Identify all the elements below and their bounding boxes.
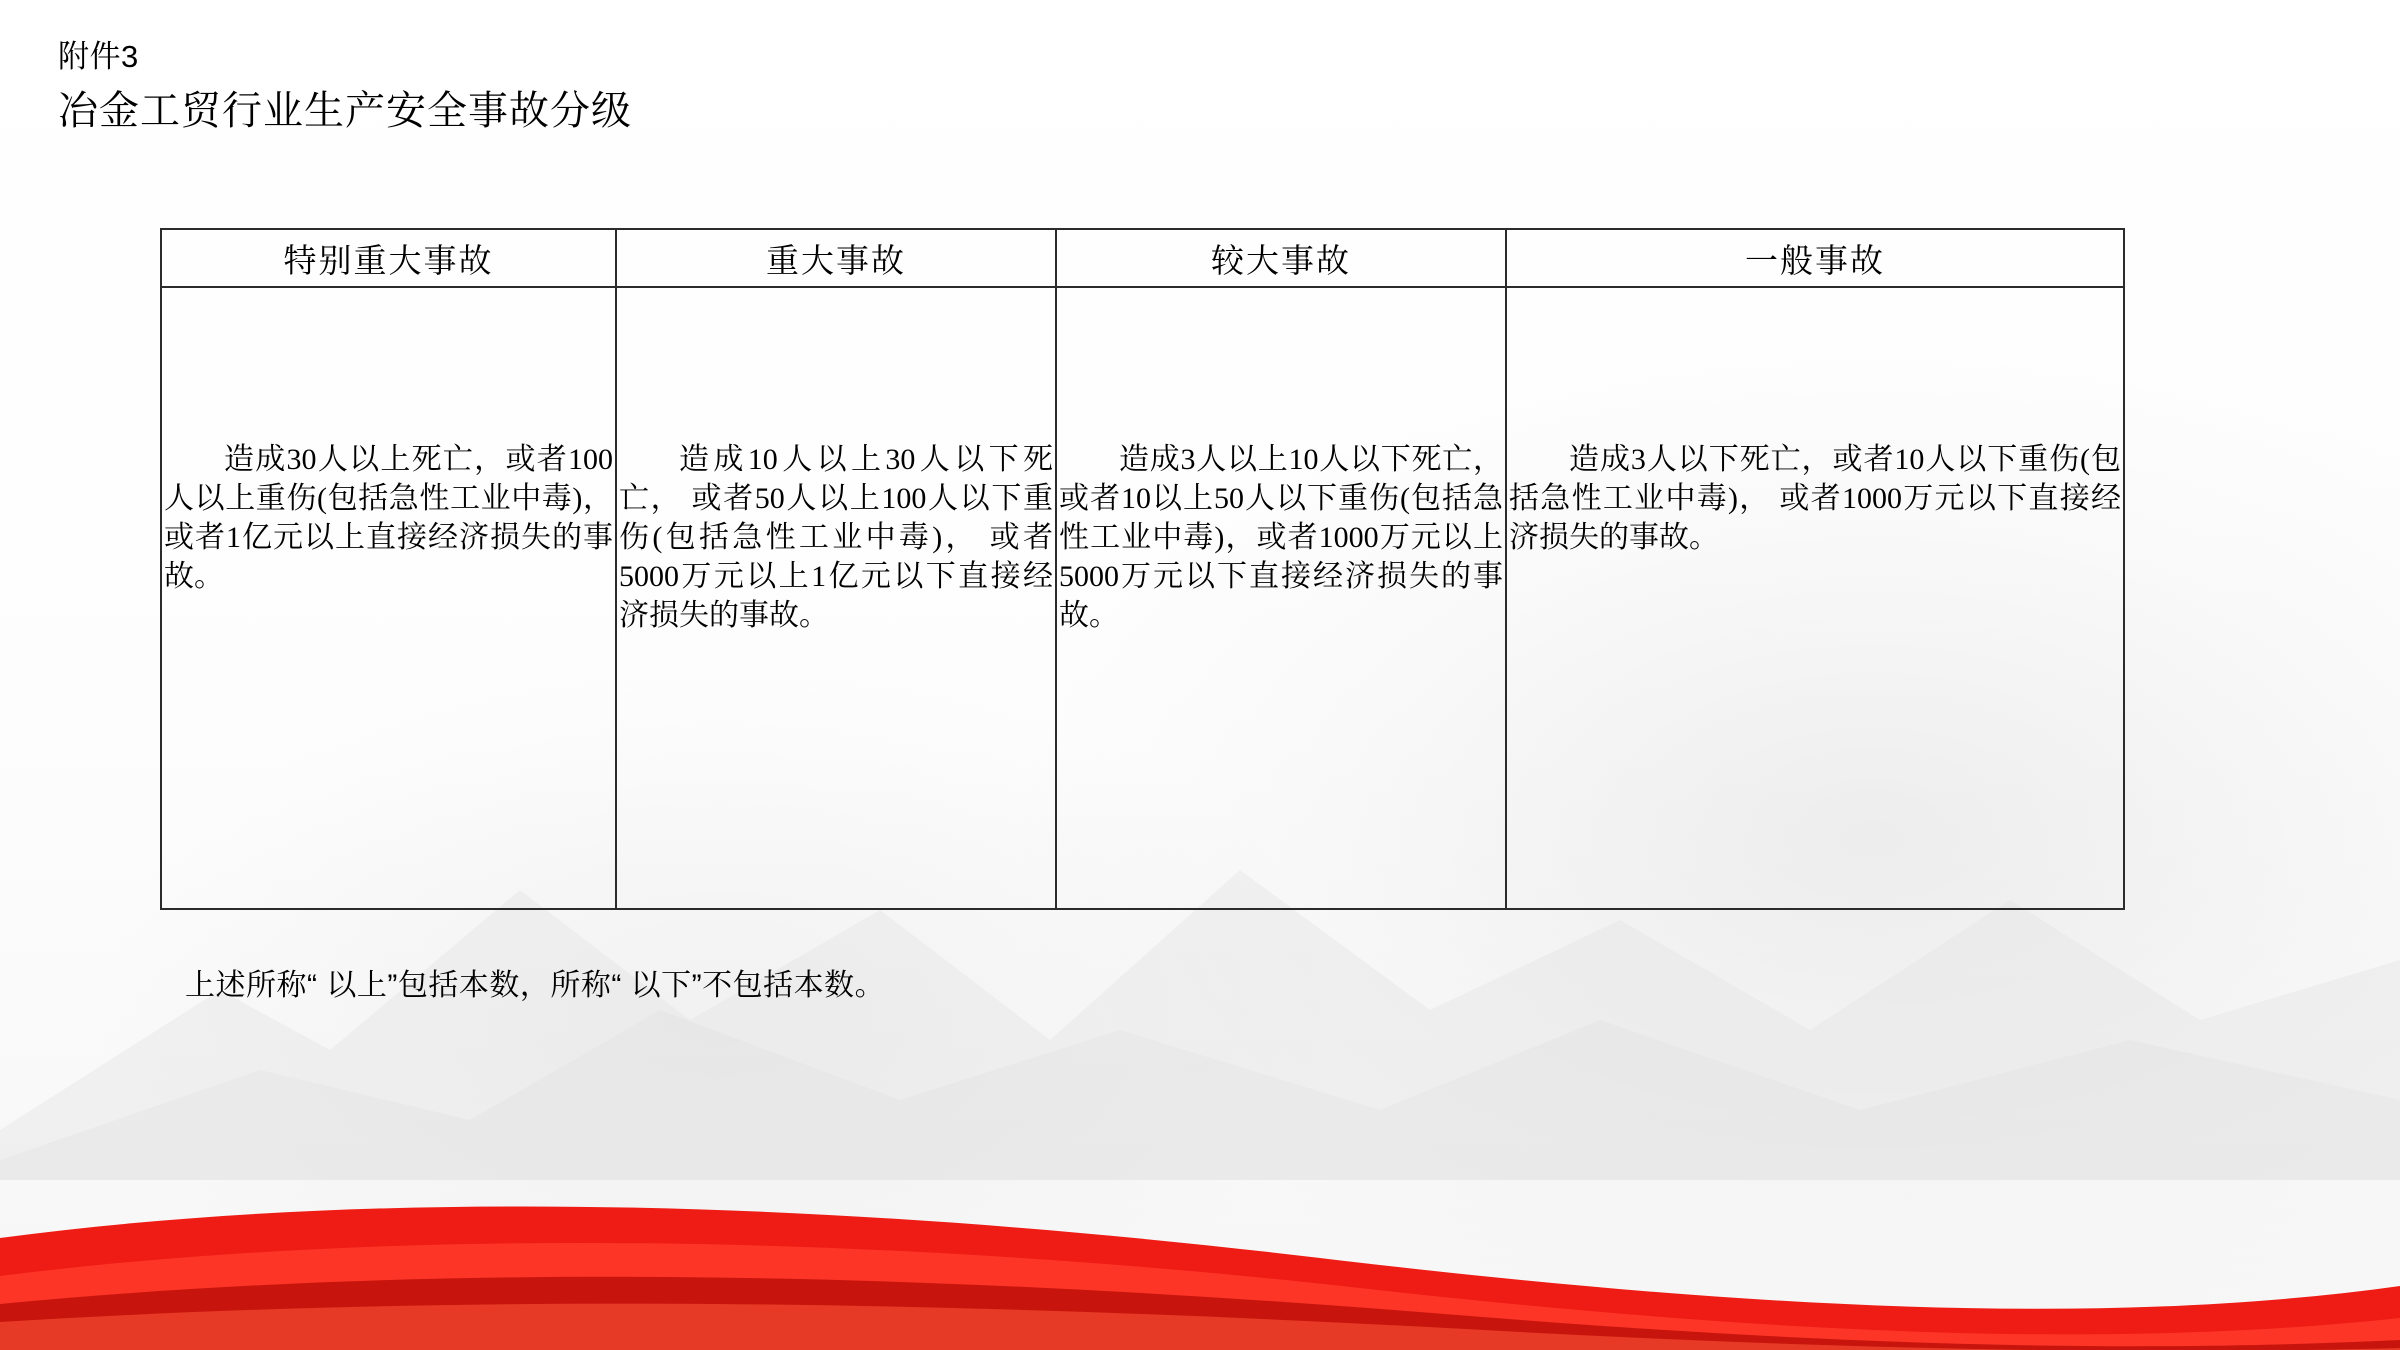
- table-cell-major: [616, 287, 1056, 909]
- column-header-major: 重大事故: [616, 229, 1056, 287]
- table-header-row: [161, 229, 2124, 287]
- page-header: [58, 38, 632, 137]
- attachment-label: 附件3: [58, 39, 139, 74]
- accident-grading-table: [160, 228, 2125, 910]
- table-cell-general: [1506, 287, 2124, 909]
- table-cell-large: [1056, 287, 1506, 909]
- cell-text-major: 造成10人以上30人以下死亡， 或者50人以上100人以下重伤(包括急性工业中毒)， 或者5000万元以上1亿元以下直接经济损失的事故。: [619, 443, 1053, 632]
- column-header-general: 一般事故: [1506, 229, 2124, 287]
- table-cell-extra-major: [161, 287, 616, 909]
- red-ribbon-decoration: [0, 1090, 2400, 1350]
- table-row: [161, 287, 2124, 909]
- cell-text-general: 造成3人以下死亡，或者10人以下重伤(包括急性工业中毒)， 或者1000万元以下直接经济损失的事故。: [1509, 443, 2121, 554]
- footnote-text: 上述所称“ 以上”包括本数，所称“ 以下”不包括本数。: [185, 969, 886, 1002]
- cell-text-extra-major: 造成30人以上死亡，或者100人以上重伤(包括急性工业中毒)， 或者1亿元以上直接经济损失的事故。: [164, 443, 613, 593]
- cell-text-large: 造成3人以上10人以下死亡， 或者10以上50人以下重伤(包括急性工业中毒)，或者1000万元以上5000万元以下直接经济损失的事故。: [1059, 443, 1503, 632]
- page-title: 冶金工贸行业生产安全事故分级: [58, 88, 632, 133]
- column-header-large: 较大事故: [1056, 229, 1506, 287]
- column-header-extra-major: 特别重大事故: [161, 229, 616, 287]
